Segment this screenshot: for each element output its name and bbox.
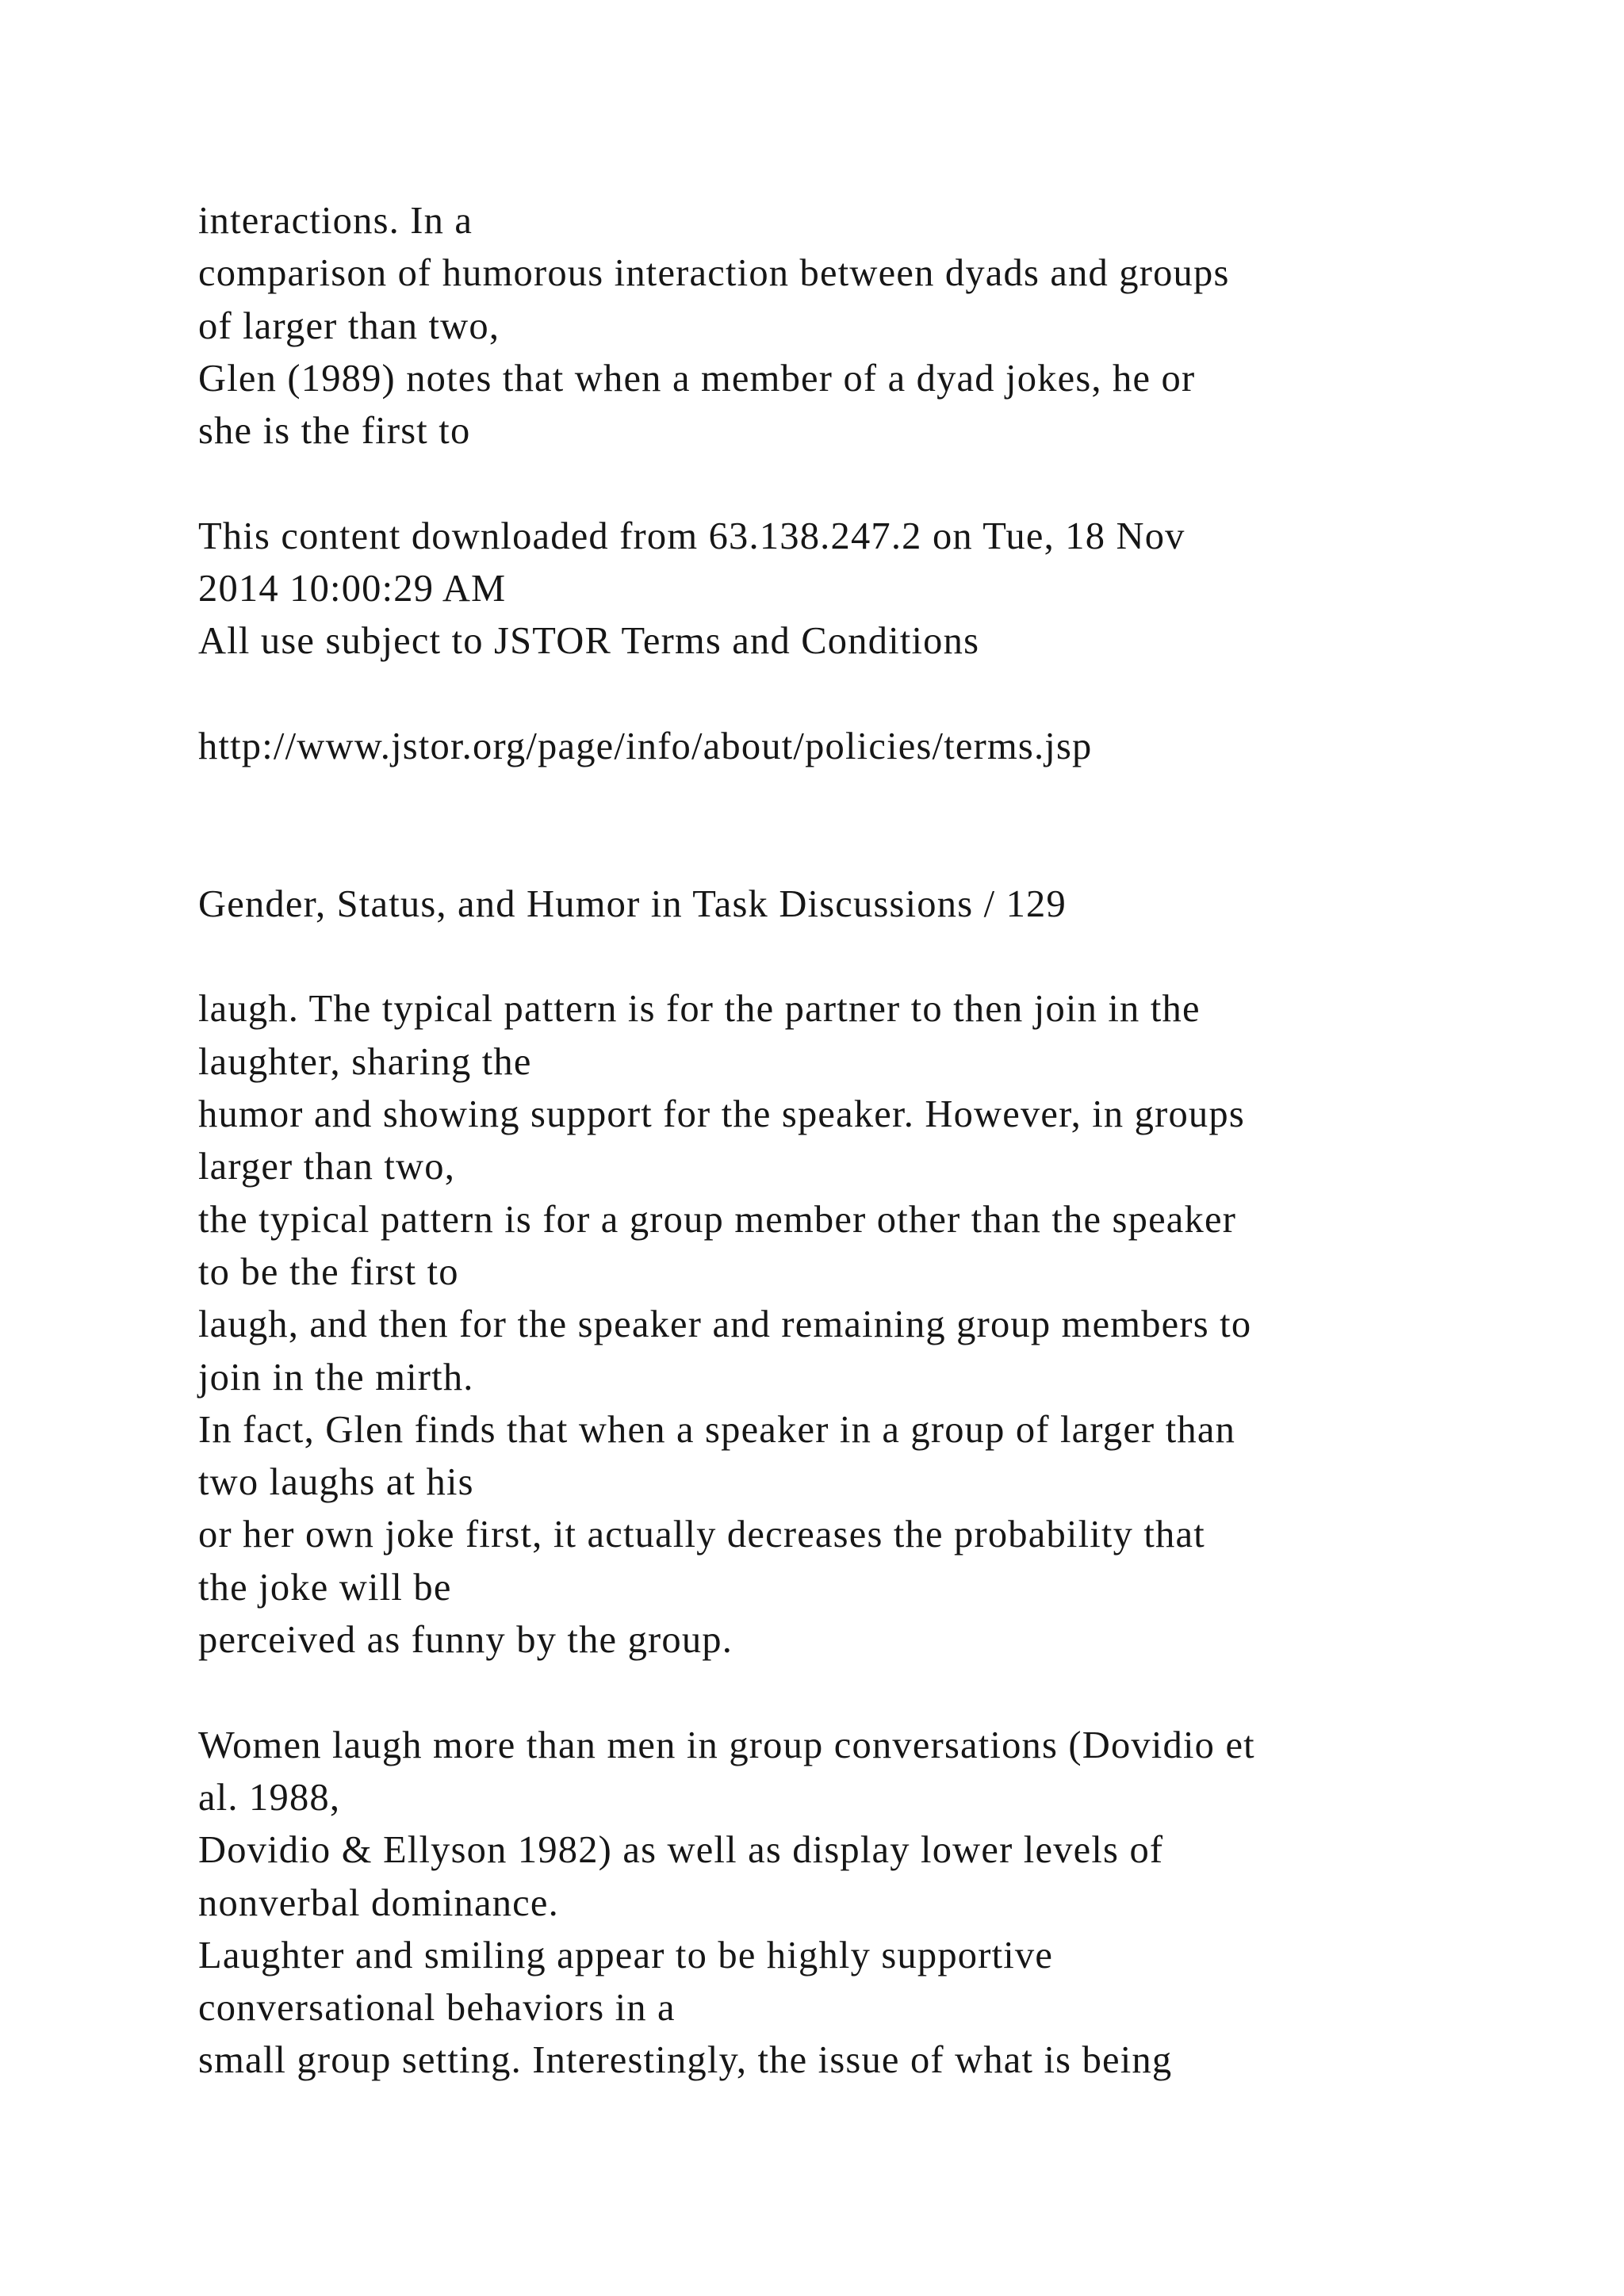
text-line: In fact, Glen finds that when a speaker in a group of larger than [198, 1408, 1236, 1451]
text-line: join in the mirth. [198, 1356, 474, 1399]
text-line: the joke will be [198, 1566, 452, 1609]
text-line: interactions. In a [198, 200, 473, 242]
text-line: larger than two, [198, 1146, 456, 1188]
text-line: she is the first to [198, 410, 471, 453]
text-line: small group setting. Interestingly, the issue of what is being [198, 2039, 1173, 2082]
text-line: comparison of humorous interaction between dyads and groups [198, 252, 1230, 295]
text-line: two laughs at his [198, 1461, 474, 1504]
text-line: humor and showing support for the speaker. However, in groups [198, 1093, 1245, 1136]
terms-url: http://www.jstor.org/page/info/about/policies/terms.jsp [198, 725, 1093, 767]
text-line: laugh. The typical pattern is for the partner to then join in the [198, 988, 1201, 1031]
document-page [198, 195, 1594, 2087]
blank-line [198, 1667, 1594, 1719]
text-line: laugh, and then for the speaker and remaining group members to [198, 1303, 1252, 1346]
terms-notice-line: All use subject to JSTOR Terms and Conditions [198, 620, 980, 663]
running-header: Gender, Status, and Humor in Task Discussions / 129 [198, 882, 1067, 925]
blank-line [198, 826, 1594, 878]
text-line: al. 1988, [198, 1776, 341, 1819]
text-line: or her own joke first, it actually decreases the probability that [198, 1513, 1205, 1556]
text-line: of larger than two, [198, 304, 500, 347]
blank-line [198, 457, 1594, 510]
text-line: the typical pattern is for a group member other than the speaker [198, 1198, 1237, 1241]
text-line: perceived as funny by the group. [198, 1619, 733, 1662]
text-line: Dovidio & Ellyson 1982) as well as display lower levels of [198, 1829, 1164, 1872]
download-notice-line: This content downloaded from 63.138.247.2 on Tue, 18 Nov [198, 515, 1185, 557]
text-line: to be the first to [198, 1250, 459, 1293]
text-line: laughter, sharing the [198, 1040, 532, 1083]
text-line: Women laugh more than men in group conversations (Dovidio et [198, 1724, 1255, 1766]
blank-line [198, 773, 1594, 825]
text-line: conversational behaviors in a [198, 1987, 676, 2030]
download-notice-line: 2014 10:00:29 AM [198, 568, 507, 610]
blank-line [198, 931, 1594, 983]
text-line: Glen (1989) notes that when a member of a dyad jokes, he or [198, 357, 1196, 400]
text-line: Laughter and smiling appear to be highly supportive [198, 1934, 1054, 1976]
text-line: nonverbal dominance. [198, 1881, 559, 1924]
blank-line [198, 668, 1594, 721]
